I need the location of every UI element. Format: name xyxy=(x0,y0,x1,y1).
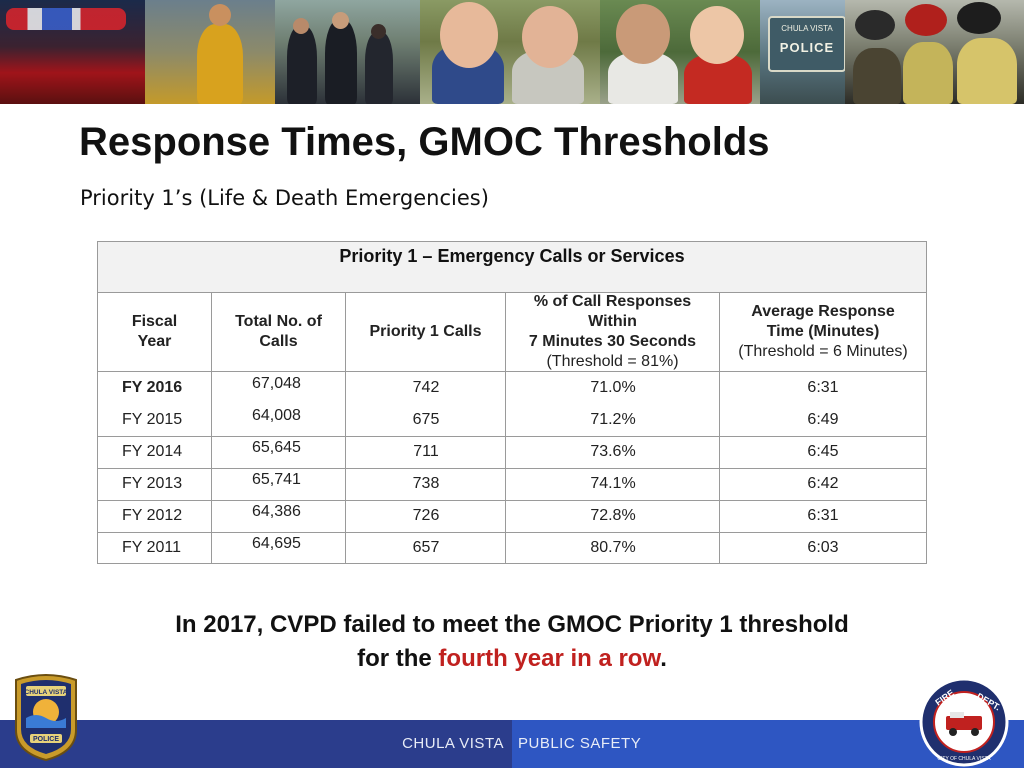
statement-line1: In 2017, CVPD failed to meet the GMOC Priority 1 threshold xyxy=(175,611,849,638)
fiscal-year-cell: FY 2015 xyxy=(122,411,183,428)
pct-within-cell: 72.8% xyxy=(590,507,636,524)
header-pct-line3: 7 Minutes 30 Seconds xyxy=(528,333,697,350)
police-sign-small-text: CHULA VISTA xyxy=(781,24,833,33)
fire-badge-left-text: FIRE xyxy=(933,687,956,708)
statement-highlight: fourth year in a row xyxy=(438,645,661,672)
priority1-calls-cell: 657 xyxy=(412,539,440,556)
footer-public-safety: PUBLIC SAFETY xyxy=(518,735,642,752)
header-pct-threshold: (Threshold = 81%) xyxy=(546,353,679,370)
row-divider xyxy=(98,436,926,437)
total-calls-cell: 64,695 xyxy=(252,535,301,552)
header-avg-threshold: (Threshold = 6 Minutes) xyxy=(738,343,908,360)
table-row xyxy=(98,500,926,532)
table-row xyxy=(98,436,926,468)
row-divider xyxy=(98,500,926,501)
header-pct-line1: % of Call Responses xyxy=(533,293,692,310)
banner-photo-firefighter xyxy=(145,0,275,104)
priority1-calls-cell: 711 xyxy=(413,443,439,460)
banner-photo-boys xyxy=(600,0,760,104)
header-fiscal-year xyxy=(98,293,212,371)
footer-chula-vista: CHULA VISTA xyxy=(402,735,504,752)
fiscal-year-cell: FY 2016 xyxy=(122,379,183,396)
police-badge-top-text: CHULA VISTA xyxy=(24,689,68,696)
banner-photo-children xyxy=(420,0,600,104)
total-calls-cell: 64,008 xyxy=(252,407,301,424)
header-priority-calls xyxy=(346,293,506,371)
page-title: Response Times, GMOC Thresholds xyxy=(79,120,770,164)
banner-photo-police-officers xyxy=(275,0,420,104)
pct-within-cell: 71.2% xyxy=(590,411,636,428)
banner-photo-emergency-vehicle xyxy=(0,0,145,104)
row-divider xyxy=(98,532,926,533)
photo-banner xyxy=(0,0,1024,104)
header-pct-within xyxy=(506,293,720,371)
header-avg-response xyxy=(720,293,926,371)
avg-response-cell: 6:03 xyxy=(807,539,839,556)
pct-within-cell: 74.1% xyxy=(590,475,636,492)
siren-lights xyxy=(6,8,126,30)
statement-line2-before: for the xyxy=(357,645,439,672)
header-pct-line2: Within xyxy=(588,313,637,330)
total-calls-cell: 64,386 xyxy=(252,503,301,520)
fire-badge-right-text: DEPT. xyxy=(975,691,1003,713)
pct-within-cell: 80.7% xyxy=(590,539,636,556)
header-total-calls-line1: Total No. of xyxy=(235,313,322,330)
avg-response-cell: 6:42 xyxy=(807,475,839,492)
statement-line2 xyxy=(60,642,964,676)
total-calls-cell: 67,048 xyxy=(252,375,301,392)
banner-photo-firefighters xyxy=(845,0,1024,104)
police-sign-text: POLICE xyxy=(779,40,835,55)
response-times-table xyxy=(97,241,927,564)
header-total-calls xyxy=(212,293,346,371)
avg-response-cell: 6:31 xyxy=(807,379,839,396)
fiscal-year-cell: FY 2011 xyxy=(122,539,182,556)
priority1-calls-cell: 742 xyxy=(412,379,440,396)
police-badge-bottom-text: POLICE xyxy=(32,736,60,743)
statement-line2-after: . xyxy=(660,645,667,672)
police-sign xyxy=(768,16,846,72)
priority1-calls-cell: 726 xyxy=(412,507,440,524)
pct-within-cell: 71.0% xyxy=(590,379,636,396)
fiscal-year-cell: FY 2014 xyxy=(122,443,183,460)
police-badge-icon xyxy=(12,672,80,762)
table-row xyxy=(98,532,926,564)
header-total-calls-line2: Calls xyxy=(259,333,298,350)
avg-response-cell: 6:31 xyxy=(807,507,839,524)
page-subtitle: Priority 1’s (Life & Death Emergencies) xyxy=(80,186,489,210)
priority1-calls-cell: 675 xyxy=(412,411,440,428)
total-calls-cell: 65,645 xyxy=(252,439,301,456)
fire-department-badge-icon xyxy=(918,676,1010,768)
priority1-calls-cell: 738 xyxy=(412,475,440,492)
statement xyxy=(60,608,964,676)
total-calls-cell: 65,741 xyxy=(252,471,301,488)
row-divider xyxy=(98,468,926,469)
table-row xyxy=(98,404,926,436)
avg-response-cell: 6:45 xyxy=(807,443,839,460)
fiscal-year-cell: FY 2013 xyxy=(122,475,183,492)
table-row xyxy=(98,372,926,404)
header-avg-line2: Time (Minutes) xyxy=(766,323,880,340)
header-fiscal-year-line2: Year xyxy=(137,333,172,350)
header-fiscal-year-line1: Fiscal xyxy=(131,313,178,330)
table-caption-row xyxy=(98,242,926,293)
header-priority-calls-text: Priority 1 Calls xyxy=(369,323,482,340)
table-caption: Priority 1 – Emergency Calls or Services xyxy=(339,246,685,266)
table-row xyxy=(98,468,926,500)
header-avg-line1: Average Response xyxy=(751,303,895,320)
fiscal-year-cell: FY 2012 xyxy=(122,507,183,524)
fire-badge-bottom-text: CITY OF CHULA VISTA xyxy=(937,756,991,762)
avg-response-cell: 6:49 xyxy=(807,411,839,428)
pct-within-cell: 73.6% xyxy=(590,443,636,460)
